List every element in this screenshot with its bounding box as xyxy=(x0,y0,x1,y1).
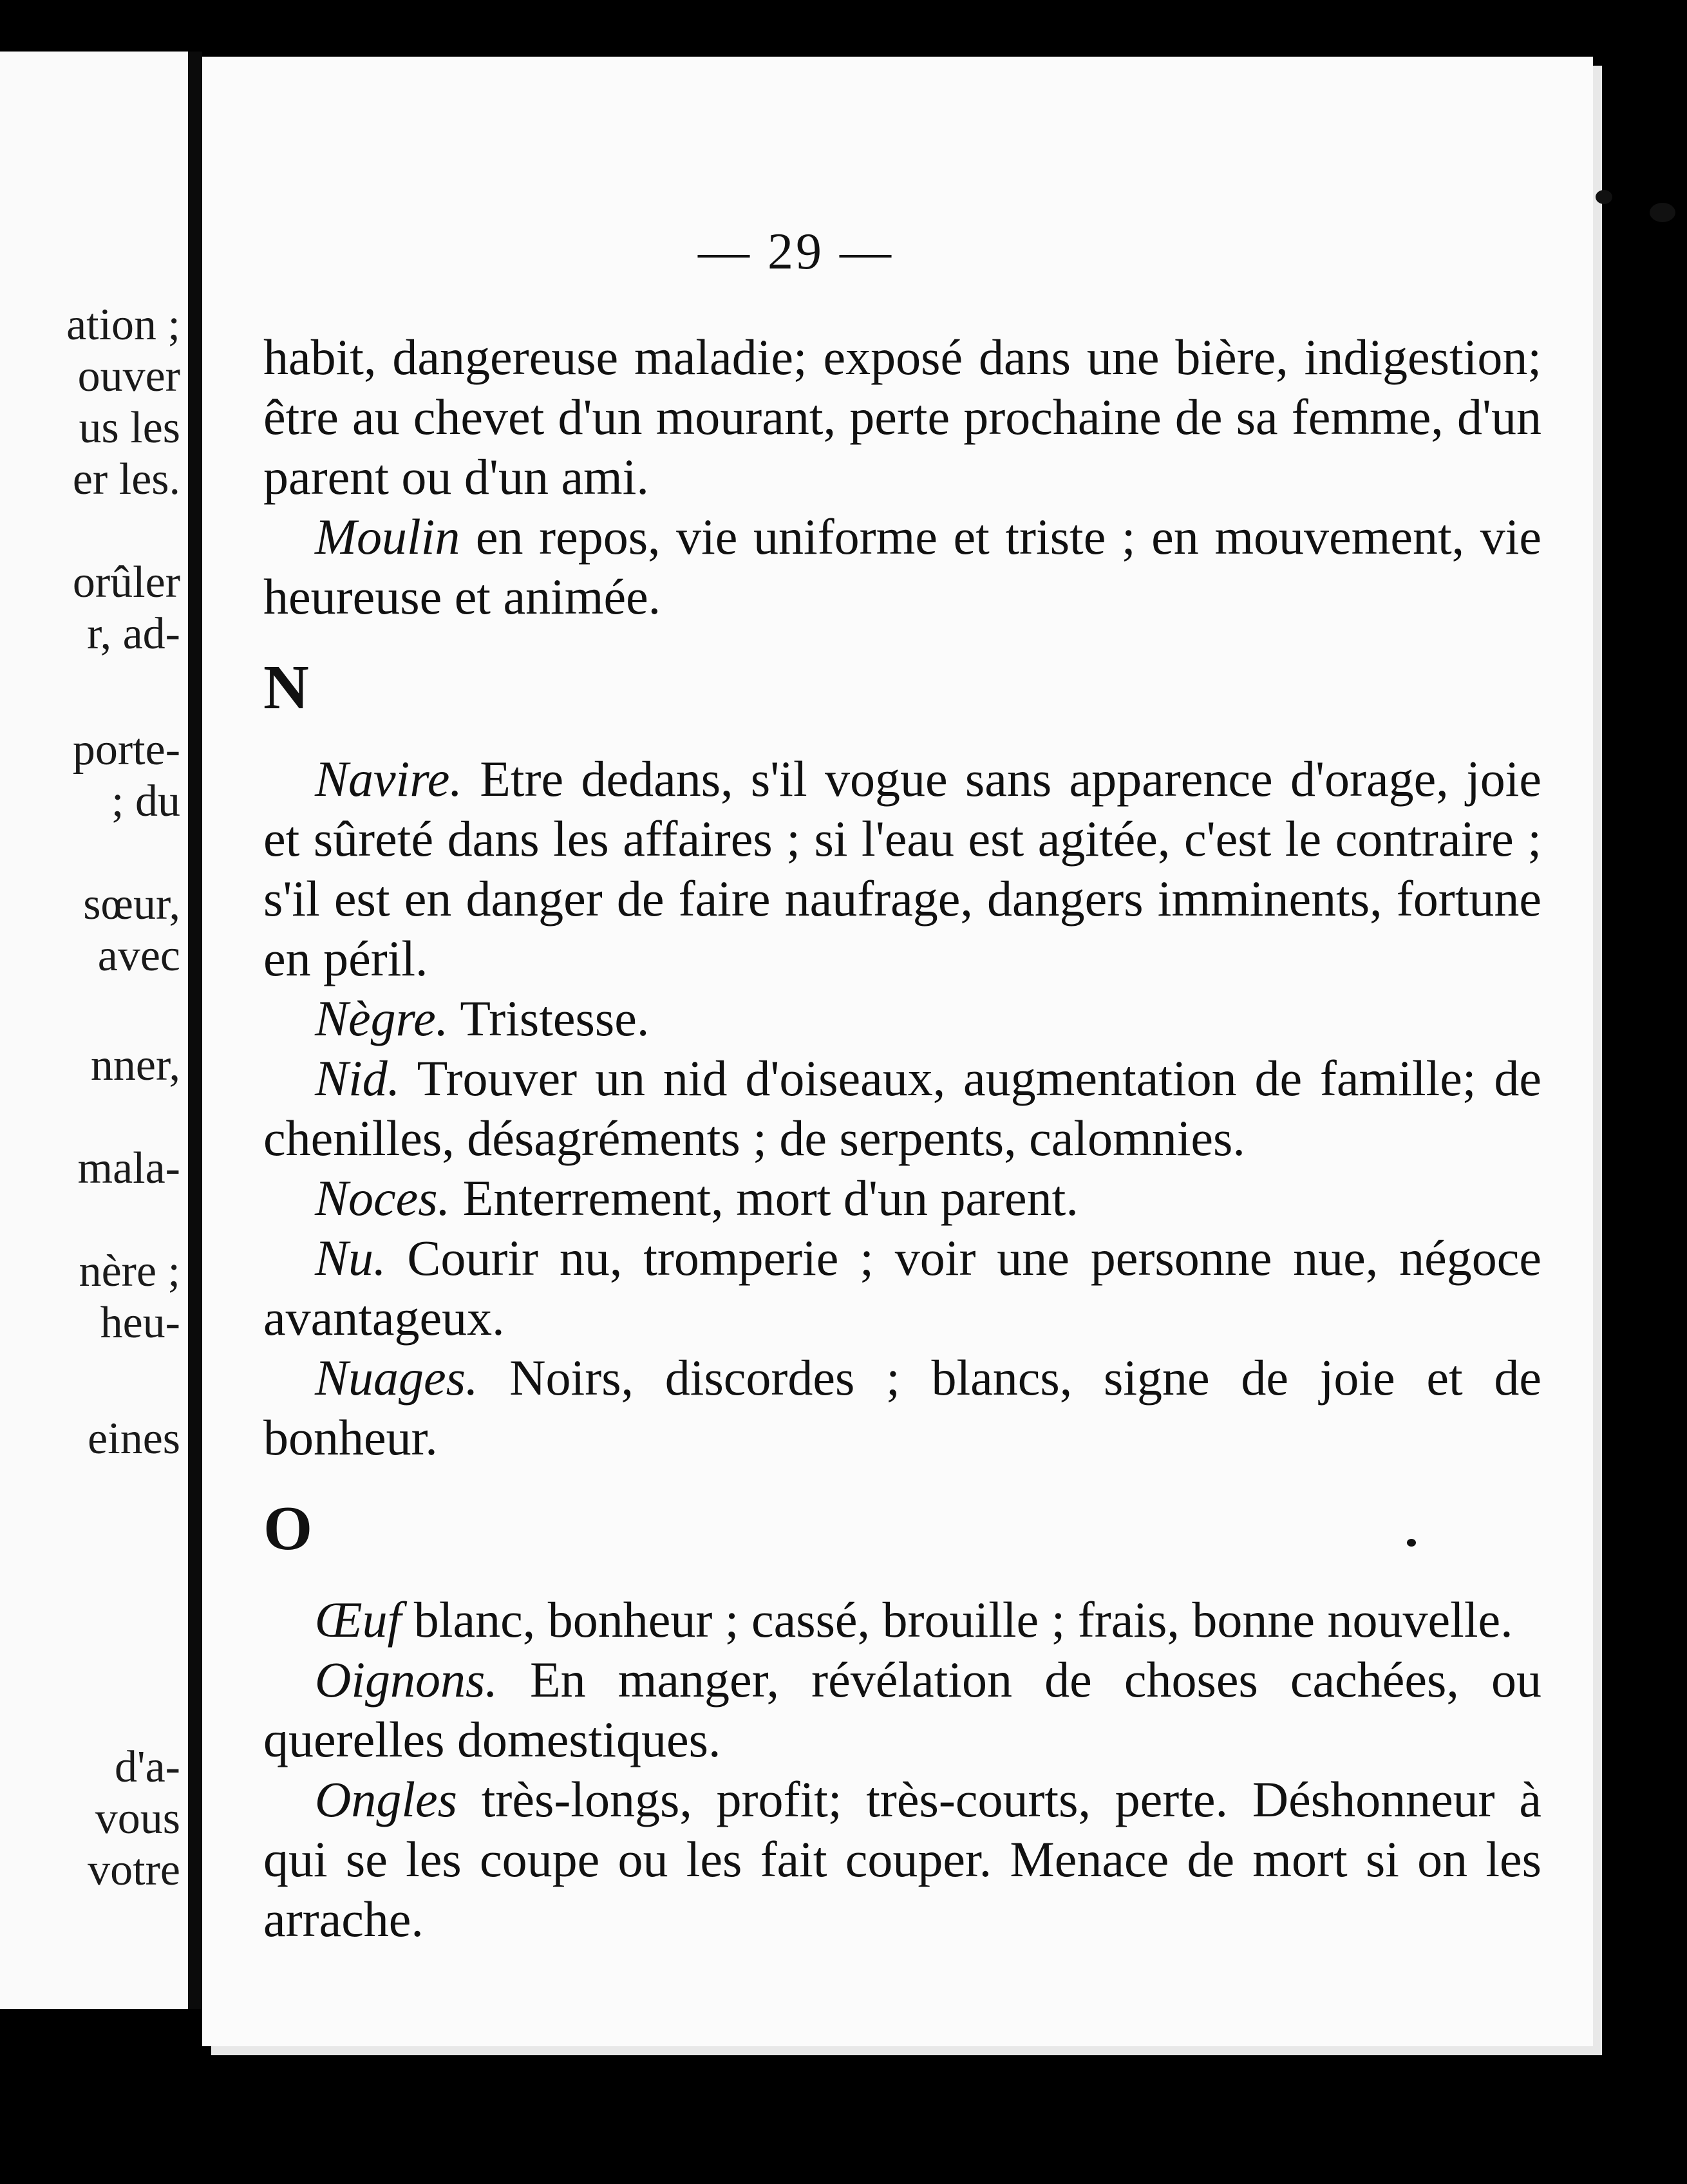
scan-speck xyxy=(1650,203,1675,222)
entry-definition: Courir nu, tromperie ; voir une personne nue, négoce avantageux. xyxy=(263,1230,1541,1346)
intro-paragraph: habit, dangereuse maladie; exposé dans une bière, indigestion; être au chevet d'un mourant, perte prochaine de sa femme, d'un parent ou d'un ami. xyxy=(263,329,1541,505)
left-line-fragment: orûler xyxy=(72,558,180,607)
entry-term: Nègre. xyxy=(315,990,449,1046)
entry-definition: Tristesse. xyxy=(448,990,650,1046)
scan-speck xyxy=(1596,190,1612,204)
dictionary-entry xyxy=(263,1048,1541,1168)
entry-term: Navire. xyxy=(315,751,462,807)
dictionary-entry xyxy=(263,1769,1541,1949)
left-line-fragment: vous xyxy=(95,1794,180,1843)
entry-term: Nu. xyxy=(315,1230,386,1286)
entry-definition: Enterrement, mort d'un parent. xyxy=(450,1170,1079,1226)
left-line-fragment: mala- xyxy=(77,1144,180,1193)
left-line-fragment: nner, xyxy=(90,1040,180,1090)
entry-definition: Etre dedans, s'il vogue sans apparence d'orage, joie et sûreté dans les affaires ; si l'eau est agitée, c'est le contraire ; s'il est en danger de faire naufrage, dangers imminents, fortune en péril. xyxy=(263,751,1541,986)
left-line-fragment: heu- xyxy=(100,1298,180,1348)
dictionary-entry xyxy=(263,1168,1541,1228)
entry-term: Ongles xyxy=(315,1771,457,1827)
entry-definition: En manger, révélation de choses cachées, ou querelles domestiques. xyxy=(263,1652,1541,1767)
section-heading: N xyxy=(263,653,309,722)
scan-speck xyxy=(1407,1539,1416,1547)
page-number: — 29 — xyxy=(698,223,894,280)
entry-term: Nid. xyxy=(315,1050,401,1106)
left-line-fragment: avec xyxy=(97,931,180,981)
book-gutter xyxy=(188,52,202,2009)
dictionary-entry xyxy=(263,1590,1541,1650)
left-line-fragment: porte- xyxy=(72,725,180,775)
left-line-fragment: ouver xyxy=(77,352,180,401)
entry-definition: en repos, vie uniforme et triste ; en mouvement, vie heureuse et animée. xyxy=(263,509,1541,625)
left-line-fragment: ation ; xyxy=(66,300,180,350)
entry-term: Oignons. xyxy=(315,1652,498,1708)
right-page xyxy=(202,57,1593,2046)
entry-definition: blanc, bonheur ; cassé, brouille ; frais, bonne nouvelle. xyxy=(401,1592,1513,1648)
entry-term: Œuf xyxy=(315,1592,402,1648)
left-line-fragment: d'a- xyxy=(115,1742,180,1792)
left-line-fragment: us les xyxy=(79,403,180,453)
left-line-fragment: nère ; xyxy=(79,1247,180,1296)
entry-definition: très-longs, profit; très-courts, perte. Déshonneur à qui se les coupe ou les fait couper. Menace de mort si on les arrache. xyxy=(263,1771,1541,1947)
dictionary-entry xyxy=(263,749,1541,988)
dictionary-entry xyxy=(263,988,1541,1048)
entry-definition: Noirs, discordes ; blancs, signe de joie et de bonheur. xyxy=(263,1350,1541,1465)
entry-term: Moulin xyxy=(315,509,460,565)
left-line-fragment: ; du xyxy=(111,777,180,826)
left-page-fragment xyxy=(0,52,188,2009)
entry-definition: Trouver un nid d'oiseaux, augmentation de famille; de chenilles, désagréments ; de serpents, calomnies. xyxy=(263,1050,1541,1166)
dictionary-entry xyxy=(263,1228,1541,1348)
entry-term: Noces. xyxy=(315,1170,451,1226)
dictionary-entry xyxy=(263,507,1541,626)
left-line-fragment: r, ad- xyxy=(87,609,180,659)
left-line-fragment: er les. xyxy=(72,455,180,504)
left-line-fragment: votre xyxy=(88,1845,180,1895)
left-line-fragment: eines xyxy=(88,1414,180,1464)
section-heading: O xyxy=(263,1494,313,1563)
left-line-fragment: sœur, xyxy=(83,880,180,929)
entry-term: Nuages. xyxy=(315,1350,478,1406)
dictionary-entry xyxy=(263,1650,1541,1769)
dictionary-entry xyxy=(263,1348,1541,1467)
page-text xyxy=(263,327,1541,1949)
